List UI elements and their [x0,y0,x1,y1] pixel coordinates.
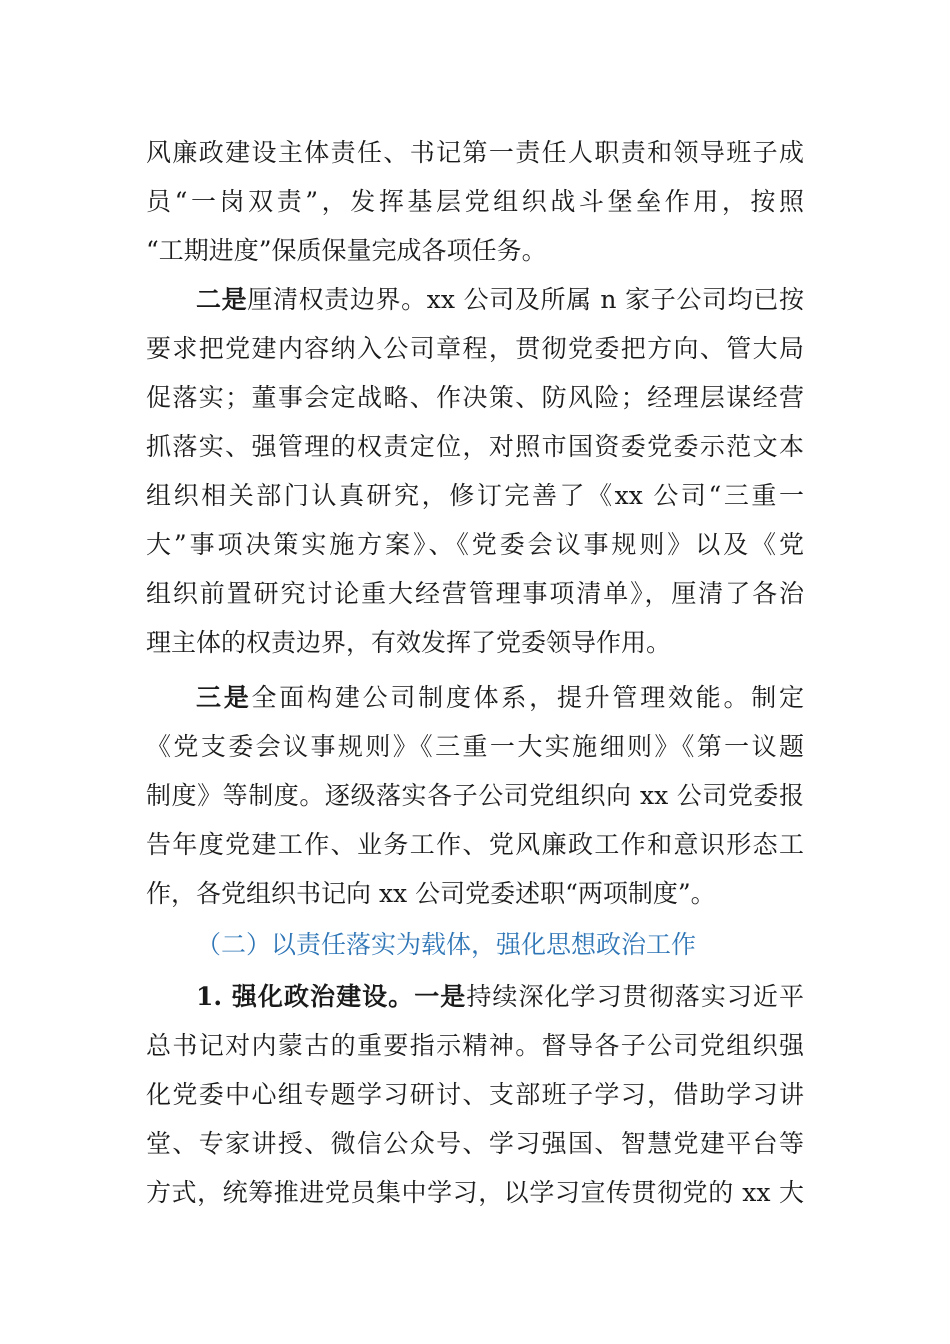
paragraph-first-line [196,275,804,325]
text-line: 化党委中心组专题学习研讨、支部班子学习，借助学习讲 [146,1080,804,1109]
text-line: 作，各党组织书记向 xx 公司党委述职“两项制度”。 [146,879,716,908]
text-line: 理主体的权责边界，有效发挥了党委领导作用。 [146,628,672,657]
text-line: 大”事项决策实施方案》、《党委会议事规则》以及《党 [146,530,804,559]
text-line: 风廉政建设主体责任、书记第一责任人职责和领导班子成 [146,138,804,167]
paragraph-text: 厘清权责边界。xx 公司及所属 n 家子公司均已按 [247,285,804,314]
text-line: 方式，统筹推进党员集中学习，以学习宣传贯彻党的 xx 大 [146,1178,804,1207]
text-line: “工期进度”保质保量完成各项任务。 [146,236,547,265]
text-line: 堂、专家讲授、微信公众号、学习强国、智慧党建平台等 [146,1129,804,1158]
section-heading: （二）以责任落实为载体，强化思想政治工作 [196,930,697,959]
text-line: 员“一岗双责”，发挥基层党组织战斗堡垒作用，按照 [146,187,804,216]
paragraph-first-line [196,972,804,1022]
paragraph-lead: 1. 强化政治建设。一是 [196,982,467,1011]
paragraph-lead: 二是 [196,285,248,314]
text-line: 《党支委会议事规则》《三重一大实施细则》《第一议题 [146,732,804,761]
paragraph-first-line [196,673,804,723]
text-line: 要求把党建内容纳入公司章程，贯彻党委把方向、管大局 [146,334,804,363]
text-line: 告年度党建工作、业务工作、党风廉政工作和意识形态工 [146,830,804,859]
text-line: 制度》等制度。逐级落实各子公司党组织向 xx 公司党委报 [146,781,804,810]
paragraph-text: 持续深化学习贯彻落实习近平 [466,982,804,1011]
paragraph-text: 全面构建公司制度体系，提升管理效能。制定 [251,683,804,712]
paragraph-lead: 三是 [196,683,252,712]
text-line: 总书记对内蒙古的重要指示精神。督导各子公司党组织强 [146,1031,804,1060]
text-line: 组织前置研究讨论重大经营管理事项清单》，厘清了各治 [146,579,804,608]
text-line: 抓落实、强管理的权责定位，对照市国资委党委示范文本 [146,432,804,461]
text-line: 组织相关部门认真研究，修订完善了《xx 公司“三重一 [146,481,804,510]
text-line: 促落实；董事会定战略、作决策、防风险；经理层谋经营 [146,383,804,412]
